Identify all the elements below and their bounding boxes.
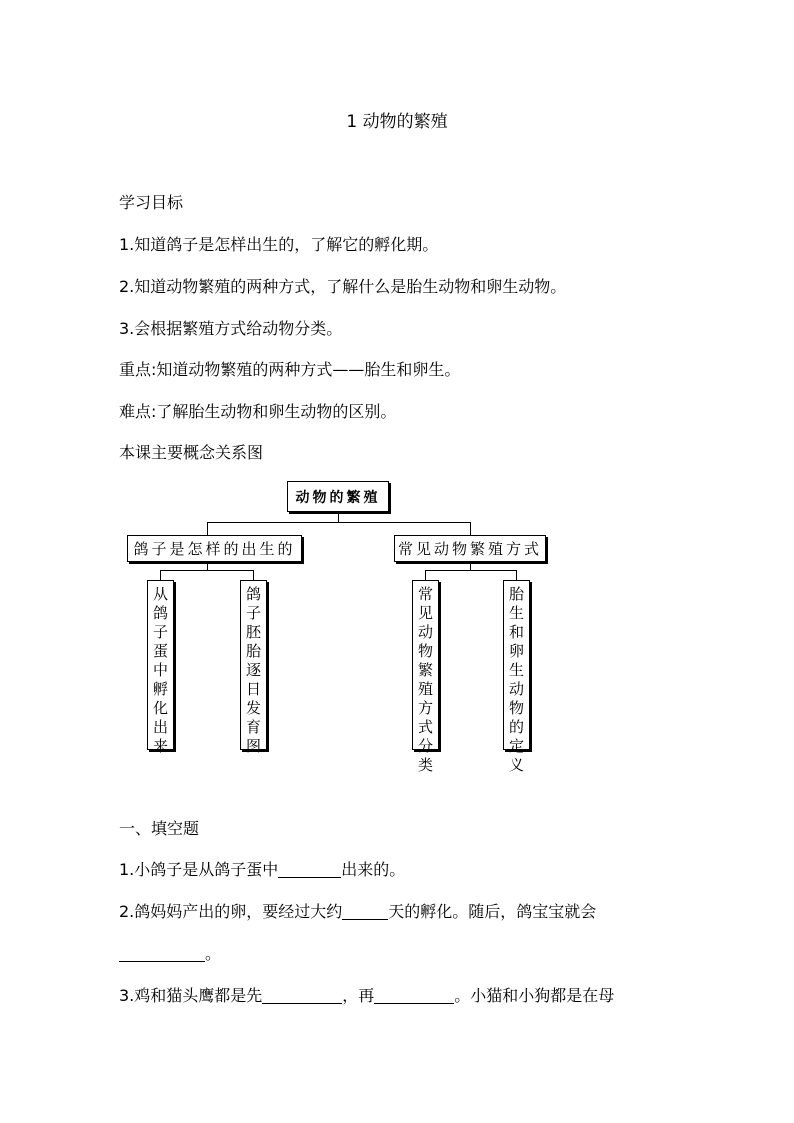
objectives-heading: 学习目标 — [119, 193, 184, 212]
q2-text-middle: 天的孵化。随后，鸽宝宝就会 — [388, 902, 597, 921]
q2-blank-2[interactable] — [119, 945, 205, 962]
concept-map-heading: 本课主要概念关系图 — [119, 443, 264, 462]
objective-2: 2.知道动物繁殖的两种方式，了解什么是胎生动物和卵生动物。 — [119, 277, 567, 296]
concept-root: 动物的繁殖 — [287, 481, 389, 512]
concept-branch-left: 鸽子是怎样的出生的 — [127, 535, 302, 562]
connector — [516, 570, 517, 580]
connector — [470, 522, 471, 535]
concept-leaf-hatch: 从鸽子蛋中孵化出来 — [147, 580, 174, 750]
q2-blank-1[interactable] — [342, 903, 388, 920]
difficulty: 难点:了解胎生动物和卵生动物的区别。 — [119, 402, 397, 421]
connector — [425, 570, 426, 580]
question-2-cont — [119, 941, 221, 964]
question-1 — [119, 857, 405, 880]
connector — [207, 522, 471, 523]
connector — [207, 522, 208, 535]
concept-leaf-embryo: 鸽子胚胎逐日发育图 — [240, 580, 267, 750]
q1-text-after: 出来的。 — [341, 860, 406, 879]
objective-3: 3.会根据繁殖方式给动物分类。 — [119, 319, 343, 338]
connector — [253, 570, 254, 580]
question-2 — [119, 899, 596, 922]
q2-text-end: 。 — [205, 944, 222, 963]
q3-text: 3.鸡和猫头鹰都是先 — [119, 986, 263, 1005]
objective-1: 1.知道鸽子是怎样出生的，了解它的孵化期。 — [119, 235, 439, 254]
concept-leaf-definition: 胎生和卵生动物的定义 — [503, 580, 530, 750]
q2-text: 2.鸽妈妈产出的卵，要经过大约 — [119, 902, 343, 921]
connector — [160, 570, 161, 580]
q1-blank[interactable] — [278, 861, 341, 878]
q3-blank-2[interactable] — [374, 987, 454, 1004]
q3-text-middle: ，再 — [342, 986, 375, 1005]
q3-blank-1[interactable] — [262, 987, 342, 1004]
page-title: 1 动物的繁殖 — [346, 112, 448, 132]
question-3 — [119, 983, 614, 1006]
concept-branch-right: 常见动物繁殖方式 — [394, 535, 546, 562]
connector — [160, 570, 254, 571]
key-point: 重点:知道动物繁殖的两种方式——胎生和卵生。 — [119, 360, 461, 379]
connector — [425, 570, 517, 571]
concept-leaf-classify: 常见动物繁殖方式分类 — [412, 580, 439, 750]
exercises-heading: 一、填空题 — [119, 819, 200, 838]
q3-text-after: 。小猫和小狗都是在母 — [454, 986, 615, 1005]
q1-text: 1.小鸽子是从鸽子蛋中 — [119, 860, 279, 879]
